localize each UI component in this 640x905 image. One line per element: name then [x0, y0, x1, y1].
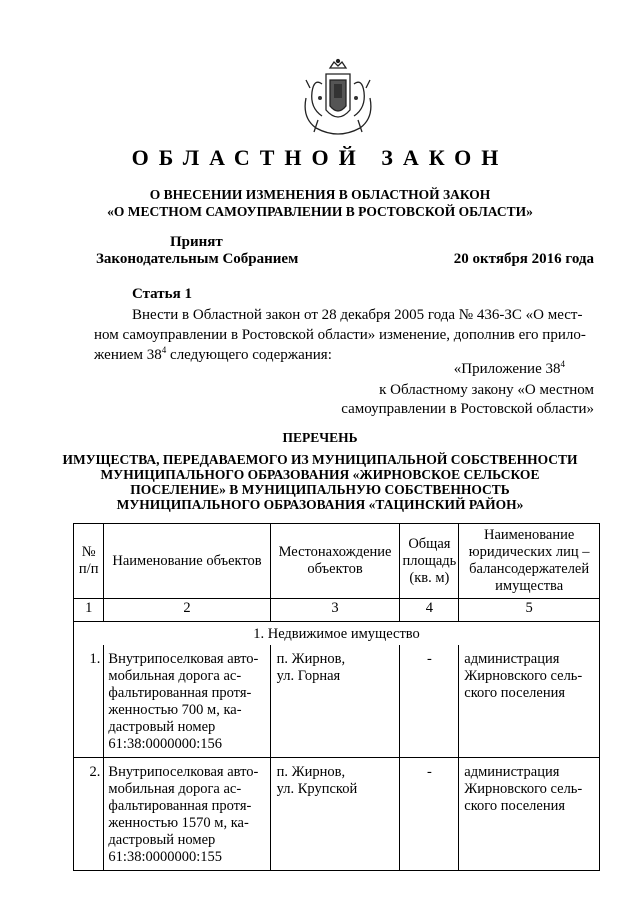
article-line: ном самоуправлении в Ростовской области» изменение, дополнив его прило-	[94, 327, 586, 343]
header-text: площадь	[402, 552, 457, 569]
superscript: 4	[560, 359, 565, 369]
header-area	[400, 524, 459, 599]
cell-text: мобильная дорога ас-	[108, 668, 242, 684]
accepted-date: 20 октября 2016 года	[453, 251, 594, 267]
article-line-text: следующего содержания:	[166, 347, 332, 363]
header-text: имущества	[495, 578, 564, 594]
cell-text: дастровый номер	[108, 719, 216, 735]
header-text: объектов	[307, 561, 363, 577]
header-text: Наименование	[483, 527, 575, 543]
section-row	[74, 622, 600, 646]
cell-text: Жирновского сель-	[464, 781, 583, 797]
header-text: п/п	[78, 561, 99, 577]
cell-text: ул. Крупской	[276, 781, 358, 797]
cell-text: фальтированная протя-	[108, 685, 252, 701]
cell-text: Внутрипоселковая авто-	[108, 764, 259, 780]
row-balance-holder	[459, 758, 600, 871]
list-desc-line: МУНИЦИПАЛЬНОГО ОБРАЗОВАНИЯ «ТАЦИНСКИЙ РАЙОН»	[116, 497, 524, 512]
list-desc-line: ПОСЕЛЕНИЕ» В МУНИЦИПАЛЬНУЮ СОБСТВЕННОСТЬ	[130, 482, 510, 497]
law-title: ОБЛАСТНОЙ ЗАКОН	[131, 145, 509, 170]
header-text: балансодержателей	[469, 561, 590, 577]
cell-text: администрация	[464, 764, 560, 780]
appendix-ref-line: к Областному закону «О местном	[379, 382, 594, 398]
row-object-name	[104, 758, 270, 871]
row-location	[270, 645, 400, 758]
row-area: -	[400, 645, 459, 758]
subtitle-line: «О МЕСТНОМ САМОУПРАВЛЕНИИ В РОСТОВСКОЙ ОБЛАСТИ»	[107, 204, 533, 219]
superscript: 4	[161, 345, 167, 355]
cell-text: Жирновского сель-	[464, 668, 583, 684]
table-row	[74, 645, 600, 758]
section-title: 1. Недвижимое имущество	[74, 622, 600, 646]
appendix-reference	[320, 381, 594, 419]
column-number: 4	[400, 599, 459, 622]
list-title: ПЕРЕЧЕНЬ	[282, 430, 358, 445]
column-number-row	[74, 599, 600, 622]
cell-text: ского поселения	[464, 798, 566, 814]
subtitle-line: О ВНЕСЕНИИ ИЗМЕНЕНИЯ В ОБЛАСТНОЙ ЗАКОН	[149, 187, 491, 202]
table-header-row	[74, 524, 600, 599]
header-num	[74, 524, 104, 599]
coat-of-arms-icon	[300, 58, 376, 140]
list-desc-line: МУНИЦИПАЛЬНОГО ОБРАЗОВАНИЯ «ЖИРНОВСКОЕ СЕЛЬСКОЕ	[100, 467, 540, 482]
row-number: 2.	[74, 758, 104, 871]
row-area: -	[400, 758, 459, 871]
cell-text: п. Жирнов,	[276, 651, 346, 667]
appendix-ref-line: самоуправлении в Ростовской области»	[341, 401, 594, 417]
column-number: 1	[74, 599, 104, 622]
header-text: (кв. м)	[409, 569, 450, 586]
header-text: Местонахождение	[278, 544, 392, 560]
cell-text: ского поселения	[464, 685, 566, 701]
row-object-name	[104, 645, 270, 758]
header-balance-holder	[459, 524, 600, 599]
column-number: 3	[270, 599, 400, 622]
list-description	[0, 452, 640, 512]
cell-text: 61:38:0000000:155	[108, 849, 223, 865]
cell-text: женностью 1570 м, ка-	[108, 815, 249, 831]
table-row	[74, 758, 600, 871]
article-line-text: жением 38	[94, 347, 162, 363]
article-line: Внести в Областной закон от 28 декабря 2005 года № 436-ЗС «О мест-	[132, 307, 583, 323]
header-text: юридических лиц –	[468, 544, 590, 560]
accepted-body: Законодательным Собранием	[96, 251, 299, 267]
appendix-title-text: «Приложение 38	[453, 361, 561, 377]
row-location	[270, 758, 400, 871]
header-text: Общая	[408, 535, 451, 552]
cell-text: администрация	[464, 651, 560, 667]
header-text: №	[81, 544, 96, 560]
column-number: 2	[104, 599, 270, 622]
cell-text: Внутрипоселковая авто-	[108, 651, 259, 667]
law-subtitle	[0, 186, 640, 220]
cell-text: 61:38:0000000:156	[108, 736, 223, 752]
article-body	[94, 305, 594, 365]
header-name	[104, 524, 270, 599]
row-number: 1.	[74, 645, 104, 758]
cell-text: фальтированная протя-	[108, 798, 252, 814]
appendix-title	[0, 361, 565, 378]
row-balance-holder	[459, 645, 600, 758]
column-number: 5	[459, 599, 600, 622]
header-text: Наименование объектов	[112, 552, 262, 569]
property-table	[73, 523, 600, 871]
cell-text: мобильная дорога ас-	[108, 781, 242, 797]
article-heading: Статья 1	[132, 286, 192, 302]
header-location	[270, 524, 400, 599]
cell-text: ул. Горная	[276, 668, 341, 684]
accepted-label: Принят	[170, 234, 223, 250]
cell-text: дастровый номер	[108, 832, 216, 848]
cell-text: п. Жирнов,	[276, 764, 346, 780]
list-desc-line: ИМУЩЕСТВА, ПЕРЕДАВАЕМОГО ИЗ МУНИЦИПАЛЬНОЙ СОБСТВЕННОСТИ	[62, 452, 578, 467]
cell-text: женностью 700 м, ка-	[108, 702, 242, 718]
